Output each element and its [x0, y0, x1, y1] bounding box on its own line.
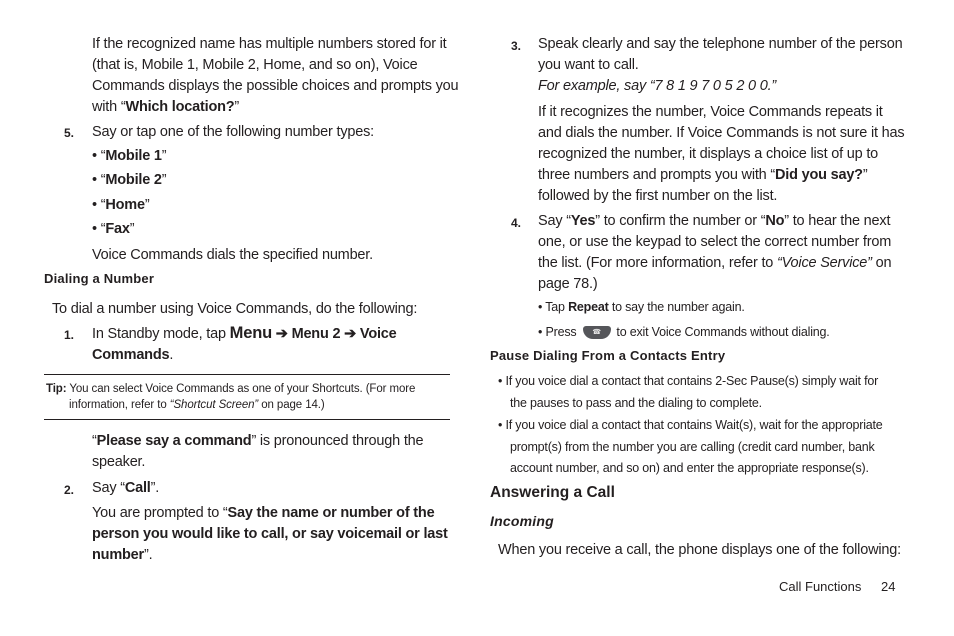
number-type-bullet: • “Home” — [92, 197, 150, 213]
step-3-text: Speak clearly and say the telephone number of the person you want to call. For example, say “7 8 1 9 7 0 5 2 0 0.” — [538, 36, 903, 94]
multiple-numbers-paragraph: If the recognized name has multiple numbers stored for it (that is, Mobile 1, Mobile 2, Home, and so on), Voice Commands displays the possible choices and prompts you with “Which location?” — [92, 36, 459, 115]
step-5-text: Say or tap one of the following number types: — [92, 124, 374, 140]
step-4-number: 4. — [511, 216, 522, 230]
number-type-bullet: • “Mobile 2” — [92, 172, 167, 188]
footer-section-title: Call Functions — [779, 579, 862, 594]
recognizes-paragraph: If it recognizes the number, Voice Commands repeats it and dials the number. If Voice Commands is not sure it has recognized the number, it displays a choice list of up to three numbers and prompts you with “Did you say?” followed by the first number on the list. — [538, 104, 905, 204]
repeat-bullet: • Tap Repeat to say the number again. — [538, 300, 745, 314]
dials-number-text: Voice Commands dials the specified number. — [92, 247, 373, 263]
dialing-a-number-heading: Dialing a Number — [44, 271, 155, 286]
incoming-text: When you receive a call, the phone displays one of the following: — [498, 542, 901, 558]
pause-dialing-heading: Pause Dialing From a Contacts Entry — [490, 348, 726, 363]
please-say-command-paragraph: “Please say a command” is pronounced through the speaker. — [92, 433, 424, 470]
step-5-number: 5. — [64, 126, 75, 140]
dialing-intro-text: To dial a number using Voice Commands, do the following: — [52, 301, 418, 317]
number-type-bullet: • “Mobile 1” — [92, 148, 167, 164]
step-2-text: Say “Call”. — [92, 480, 160, 496]
step-1-number: 1. — [64, 328, 75, 342]
wait-bullet: • If you voice dial a contact that contains Wait(s), wait for the appropriate prompt(s) from the number you are calling (credit card number, bank account number, and so on) and enter the appropriate response(s). — [498, 418, 883, 475]
tip-bottom-rule — [44, 419, 450, 420]
tip-box: Tip: You can select Voice Commands as one of your Shortcuts. (For more information, refer to “Shortcut Screen” on page 14.) — [46, 383, 416, 411]
end-key-bullet: • Press ☎ to exit Voice Commands without dialing. — [538, 325, 830, 339]
answering-a-call-heading: Answering a Call — [490, 484, 615, 501]
step-3-number: 3. — [511, 39, 522, 53]
pause-bullet: • If you voice dial a contact that contains 2-Sec Pause(s) simply wait for the pauses to pass and the dialing to complete. — [498, 374, 879, 410]
page-number: 24 — [881, 579, 896, 594]
number-type-bullet: • “Fax” — [92, 221, 135, 237]
step-1-text: In Standby mode, tap Menu ➔ Menu 2 ➔ Voice Commands. — [92, 324, 397, 363]
tip-top-rule — [44, 374, 450, 375]
prompted-paragraph: You are prompted to “Say the name or number of the person you would like to call, or say voicemail or last number”. — [92, 505, 448, 563]
step-2-number: 2. — [64, 483, 75, 497]
step-4-text: Say “Yes” to confirm the number or “No” to hear the next one, or use the keypad to select the correct number from the list. (For more information, refer to “Voice Service” on page 78.) — [538, 213, 892, 292]
incoming-heading: Incoming — [490, 513, 554, 529]
end-key-icon: ☎ — [583, 326, 611, 339]
